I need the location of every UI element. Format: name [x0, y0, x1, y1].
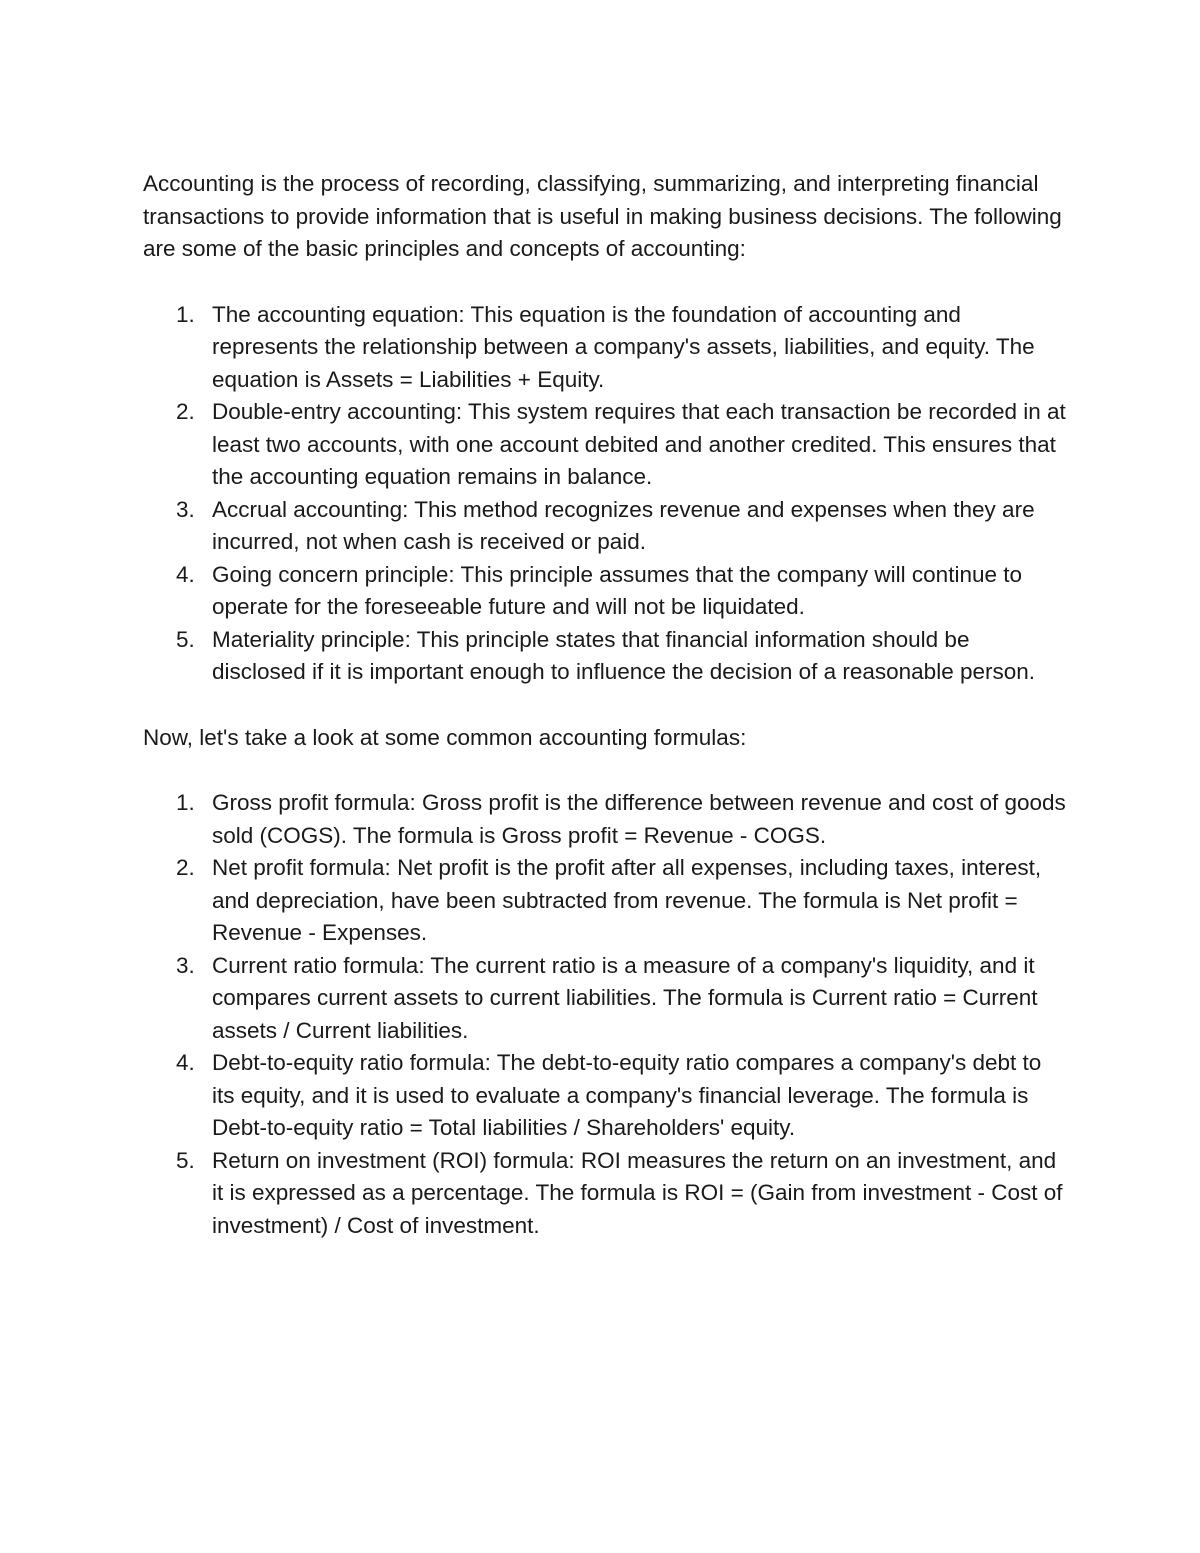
list-number: 5. — [176, 626, 195, 652]
formula-item — [143, 1145, 1068, 1243]
formula-text: Debt-to-equity ratio formula: The debt-to-equity ratio compares a company's debt to its equity, and it is used to evaluate a company's financial leverage. The formula is Debt-to-equity ratio = Total liabilities / Shareholders' equity. — [212, 1050, 1042, 1140]
principle-item — [143, 396, 1068, 494]
formula-item — [143, 1047, 1068, 1145]
intro-paragraph: Accounting is the process of recording, classifying, summarizing, and interpreting financial transactions to provide information that is useful in making business decisions. The following are some of the basic principles and concepts of accounting: — [143, 171, 1062, 261]
formula-text: Return on investment (ROI) formula: ROI measures the return on an investment, and it is expressed as a percentage. The formula is ROI = (Gain from investment - Cost of investment) / Cost of investment. — [212, 1147, 1063, 1238]
principle-text: The accounting equation: This equation is the foundation of accounting and represents the relationship between a company's assets, liabilities, and equity. The equation is Assets = Liabilities + Equity. — [212, 301, 1035, 392]
formulas-list — [143, 787, 1068, 1242]
formula-item — [143, 787, 1068, 852]
principle-text: Materiality principle: This principle states that financial information should be disclosed if it is important enough to influence the decision of a reasonable person. — [212, 626, 1036, 684]
principle-item — [143, 624, 1068, 689]
formula-text: Current ratio formula: The current ratio is a measure of a company's liquidity, and it compares current assets to current liabilities. The formula is Current ratio = Current assets / Current liabilities. — [212, 952, 1038, 1043]
list-number: 3. — [176, 952, 195, 978]
principles-list — [143, 299, 1068, 689]
principle-item — [143, 494, 1068, 559]
document-body — [143, 168, 1068, 1242]
principle-text: Accrual accounting: This method recognizes revenue and expenses when they are incurred, not when cash is received or paid. — [212, 496, 1035, 554]
formula-text: Gross profit formula: Gross profit is the difference between revenue and cost of goods sold (COGS). The formula is Gross profit = Revenue - COGS. — [212, 790, 1066, 848]
list-number: 4. — [176, 1050, 195, 1075]
list-number: 2. — [176, 399, 195, 424]
list-number: 5. — [176, 1147, 195, 1173]
principle-text: Going concern principle: This principle assumes that the company will continue to operate for the foreseeable future and will not be liquidated. — [212, 561, 1022, 619]
list-number: 3. — [176, 496, 195, 522]
list-number: 2. — [176, 855, 195, 880]
principle-text: Double-entry accounting: This system requires that each transaction be recorded in at least two accounts, with one account debited and another credited. This ensures that the accounting equation remains in balance. — [212, 399, 1066, 489]
principle-item — [143, 559, 1068, 624]
principle-item — [143, 299, 1068, 397]
formula-item — [143, 852, 1068, 950]
formula-item — [143, 950, 1068, 1048]
list-number: 1. — [176, 790, 195, 815]
list-number: 1. — [176, 301, 195, 327]
list-number: 4. — [176, 561, 195, 587]
formulas-heading: Now, let's take a look at some common accounting formulas: — [143, 724, 747, 750]
formula-text: Net profit formula: Net profit is the profit after all expenses, including taxes, interest, and depreciation, have been subtracted from revenue. The formula is Net profit = Revenue - Expenses. — [212, 855, 1042, 945]
